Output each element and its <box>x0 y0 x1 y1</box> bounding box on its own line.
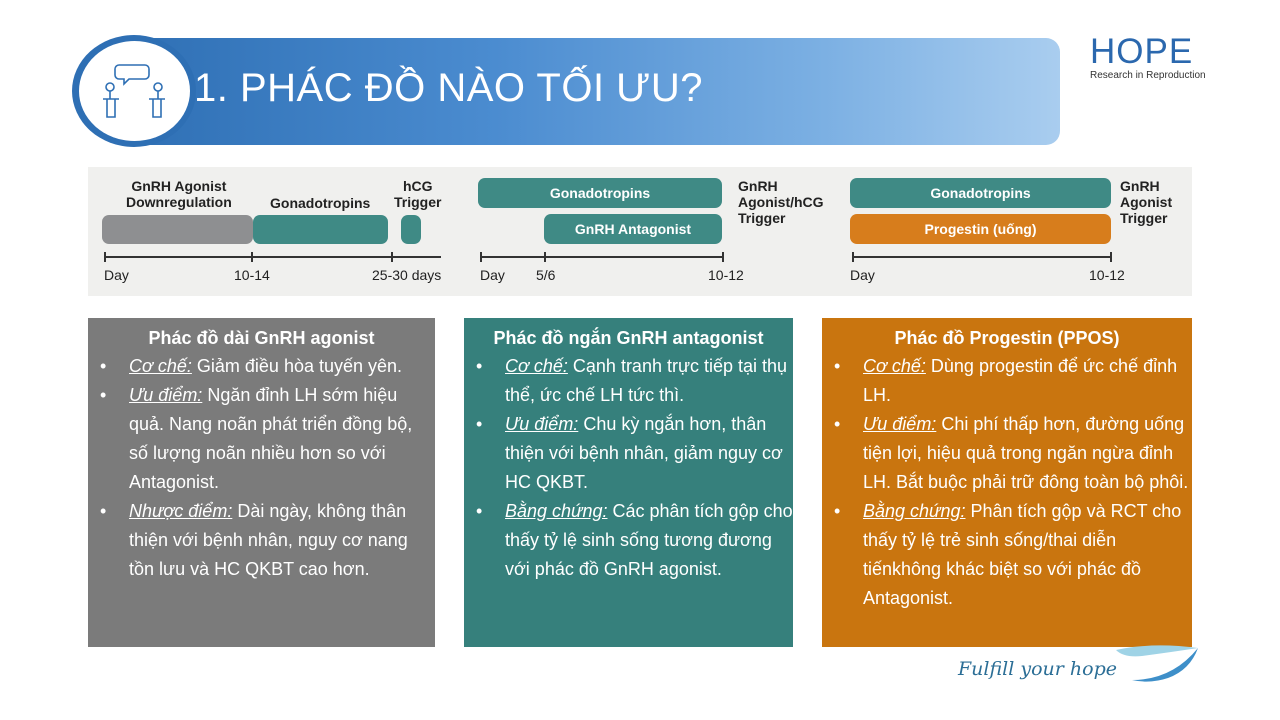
ppos-tick-day <box>852 252 854 262</box>
list-item: • Bằng chứng: Phân tích gộp và RCT cho thấy tỷ lệ trẻ sinh sống/thai diễn tiếnkhông khác biệt so với phác đồ Antagonist. <box>822 497 1192 613</box>
list-item: • Ưu điểm: Chu kỳ ngắn hơn, thân thiện với bệnh nhân, giảm nguy cơ HC QKBT. <box>464 410 793 497</box>
card-title: Phác đồ ngắn GnRH antagonist <box>493 328 764 348</box>
hope-logo: HOPE <box>1090 32 1194 71</box>
title-icon-badge <box>79 41 190 141</box>
card-title: Phác đồ dài GnRH agonist <box>148 328 375 348</box>
antagonist-tick-day <box>480 252 482 262</box>
antagonist-tick-10-12 <box>722 252 724 262</box>
ppos-tick-10-12 <box>1110 252 1112 262</box>
antagonist-axis <box>480 256 724 258</box>
agonist-card <box>88 318 435 647</box>
ppos-axis <box>852 256 1112 258</box>
antagonist-trigger-label: GnRH Agonist/hCG Trigger <box>738 178 824 226</box>
ppos-gonadotropins-label: Gonadotropins <box>930 185 1031 201</box>
list-item: • Ưu điểm: Chi phí thấp hơn, đường uống tiện lợi, hiệu quả trong ngăn ngừa đỉnh LH. Bắt buộc phải trữ đông toàn bộ phôi. <box>822 410 1192 497</box>
antagonist-tick-label: 10-12 <box>708 267 744 283</box>
card-list <box>464 349 793 584</box>
long-tick-day <box>104 252 106 262</box>
footer-swoosh-icon <box>1112 640 1202 685</box>
list-item: • Nhược điểm: Dài ngày, không thân thiện với bệnh nhân, nguy cơ nang tồn lưu và HC QKBT cao hơn. <box>88 497 435 584</box>
long-tick-10-14 <box>251 252 253 262</box>
hcg-trigger-label: hCG Trigger <box>394 178 442 210</box>
page-title: 1. PHÁC ĐỒ NÀO TỐI ƯU? <box>194 66 703 110</box>
ppos-tick-label: Day <box>850 267 875 283</box>
card-list <box>88 349 435 584</box>
ppos-gonadotropins-bar <box>850 178 1111 208</box>
antagonist-tick-label: Day <box>480 267 505 283</box>
footer-slogan: Fulfill your hope <box>958 658 1117 680</box>
card-title: Phác đồ Progestin (PPOS) <box>894 328 1120 348</box>
progestin-bar <box>850 214 1111 244</box>
long-gonadotropins-label: Gonadotropins <box>270 195 371 211</box>
logo-tagline: Research in Reproduction <box>1090 70 1206 81</box>
hcg-trigger-bar <box>401 215 421 244</box>
antagonist-tick-label: 5/6 <box>536 267 556 283</box>
list-item: • Ưu điểm: Ngăn đỉnh LH sớm hiệu quả. Nang noãn phát triển đồng bộ, số lượng noãn nhiều hơn so với Antagonist. <box>88 381 435 497</box>
list-item: • Cơ chế: Giảm điều hòa tuyến yên. <box>88 352 435 381</box>
long-tick-label: Day <box>104 267 129 283</box>
ppos-trigger-label: GnRH Agonist Trigger <box>1120 178 1173 226</box>
long-tick-label: 25-30 days <box>372 267 442 283</box>
ppos-tick-label: 10-12 <box>1089 267 1125 283</box>
ppos-card <box>822 318 1192 647</box>
antagonist-tick-5-6 <box>544 252 546 262</box>
antagonist-card <box>464 318 793 647</box>
long-gonadotropins-bar <box>253 215 388 244</box>
protocol-timeline <box>88 167 1192 296</box>
downregulation-bar <box>102 215 253 244</box>
antagonist-gonadotropins-bar <box>478 178 722 208</box>
downregulation-label: GnRH Agonist Downregulation <box>126 178 232 210</box>
gnrh-antagonist-bar <box>544 214 722 244</box>
antagonist-gonadotropins-label: Gonadotropins <box>549 185 651 201</box>
progestin-label: Progestin (uống) <box>924 221 1037 237</box>
podium-discussion-icon <box>79 41 190 141</box>
gnrh-antagonist-label: GnRH Antagonist <box>574 221 692 237</box>
list-item: • Cơ chế: Dùng progestin để ức chế đỉnh LH. <box>822 352 1192 410</box>
list-item: • Cơ chế: Cạnh tranh trực tiếp tại thụ thể, ức chế LH tức thì. <box>464 352 793 410</box>
card-list <box>822 349 1192 613</box>
long-tick-25-30 <box>391 252 393 262</box>
long-tick-label: 10-14 <box>234 267 270 283</box>
list-item: • Bằng chứng: Các phân tích gộp cho thấy tỷ lệ sinh sống tương đương với phác đồ GnRH agonist. <box>464 497 793 584</box>
